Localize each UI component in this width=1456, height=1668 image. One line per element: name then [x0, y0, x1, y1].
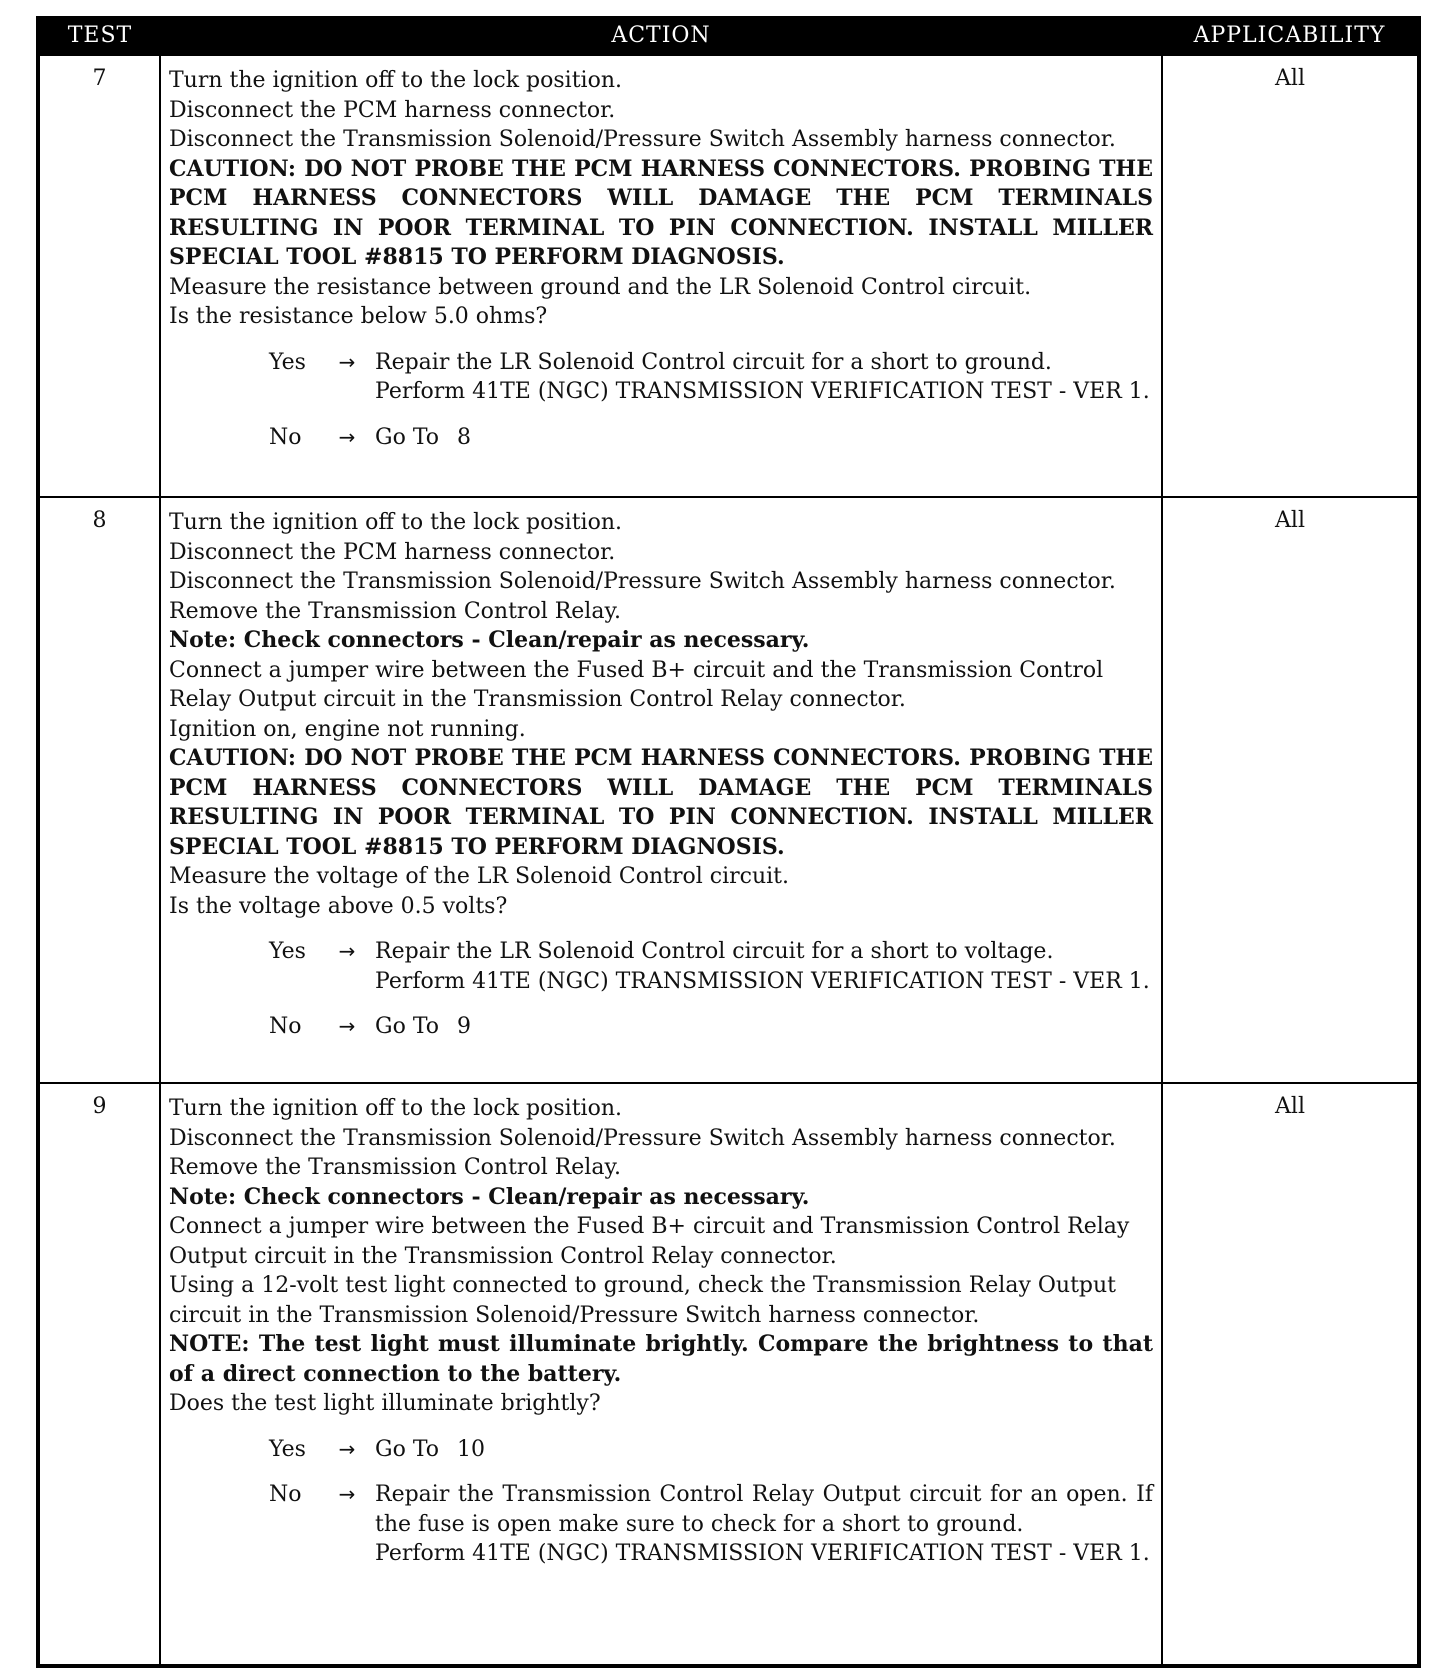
action-step: Turn the ignition off to the lock position.: [169, 510, 622, 535]
answer-label: No: [269, 1014, 302, 1039]
verification-text: Perform 41TE (NGC) TRANSMISSION VERIFICATION TEST - VER 1.: [375, 968, 1150, 994]
answer-text: Repair the LR Solenoid Control circuit for a short to ground.: [375, 349, 1052, 375]
answer-no: [269, 1012, 1153, 1042]
goto-text: Go To: [375, 1436, 440, 1462]
answers: [169, 1435, 1153, 1569]
action-step: Disconnect the PCM harness connector.: [169, 539, 616, 565]
answer-yes: [269, 1435, 1153, 1465]
action-step: Turn the ignition off to the lock position.: [169, 68, 622, 93]
answer-label: Yes: [269, 939, 306, 964]
answer-body: [375, 1012, 1153, 1042]
goto-text: Go To: [375, 1014, 440, 1039]
goto-number: 8: [457, 424, 472, 450]
action-step: Remove the Transmission Control Relay.: [169, 1155, 621, 1180]
note-text: Note: Check connectors - Clean/repair as necessary.: [169, 627, 810, 653]
table-row: [38, 497, 1419, 1083]
action-cell: [160, 497, 1162, 1083]
goto-number: 9: [457, 1014, 472, 1039]
action-step: Disconnect the Transmission Solenoid/Pressure Switch Assembly harness connector.: [169, 569, 1116, 594]
answer-body: [375, 1435, 1153, 1465]
table-row: [38, 1083, 1419, 1666]
answer-text: Repair the LR Solenoid Control circuit for a short to voltage.: [375, 939, 1054, 964]
action-step: Connect a jumper wire between the Fused B+ circuit and Transmission Control Relay Output circuit in the Transmission Control Relay connector.: [169, 1214, 1130, 1269]
answer-label: Yes: [269, 1436, 306, 1462]
arrow-right-icon: →: [338, 349, 356, 374]
note-text: Note: Check connectors - Clean/repair as necessary.: [169, 1183, 810, 1210]
question-text: Is the voltage above 0.5 volts?: [169, 893, 508, 919]
answer-label: No: [269, 1482, 302, 1507]
answer-no: [269, 1480, 1153, 1569]
answer-body: [375, 937, 1153, 996]
action-step: Disconnect the PCM harness connector.: [169, 97, 616, 123]
action-step: Ignition on, engine not running.: [169, 716, 526, 742]
action-step: Connect a jumper wire between the Fused B+ circuit and the Transmission Control Relay Output circuit in the Transmission Control Relay connector.: [169, 657, 1104, 712]
action-step: Remove the Transmission Control Relay.: [169, 598, 621, 624]
test-number: 7: [38, 55, 160, 497]
goto-text: Go To: [375, 424, 440, 450]
answer-yes: [269, 937, 1153, 996]
answer-text: Repair the Transmission Control Relay Output circuit for an open. If the fuse is open make sure to check for a short to ground.: [375, 1482, 1153, 1537]
applicability-value: All: [1162, 1083, 1419, 1666]
diagnostic-test-table: [36, 16, 1421, 1668]
arrow-right-icon: →: [338, 1014, 356, 1038]
answers: [169, 937, 1153, 1042]
table-header-row: [38, 16, 1419, 55]
action-step: Disconnect the Transmission Solenoid/Pressure Switch Assembly harness connector.: [169, 1125, 1116, 1151]
arrow-right-icon: →: [338, 1482, 356, 1506]
test-number: 8: [38, 497, 160, 1083]
answer-no: [269, 423, 1153, 453]
test-number: 9: [38, 1083, 160, 1666]
caution-text: CAUTION: DO NOT PROBE THE PCM HARNESS CONNECTORS. PROBING THE PCM HARNESS CONNECTORS WILL DAMAGE THE PCM TERMINALS RESULTING IN POOR TERMINAL TO PIN CONNECTION. INSTALL MILLER SPECIAL TOOL #8815 TO PERFORM DIAGNOSIS.: [169, 745, 1153, 860]
answer-yes: [269, 348, 1153, 407]
answers: [169, 348, 1153, 453]
applicability-value: All: [1162, 55, 1419, 497]
action-cell: [160, 55, 1162, 497]
header-action: ACTION: [160, 16, 1162, 55]
answer-body: [375, 1480, 1153, 1569]
verification-text: Perform 41TE (NGC) TRANSMISSION VERIFICATION TEST - VER 1.: [375, 1541, 1150, 1566]
answer-body: [375, 423, 1153, 453]
header-applicability: APPLICABILITY: [1162, 16, 1419, 55]
answer-body: [375, 348, 1153, 407]
caution-text: CAUTION: DO NOT PROBE THE PCM HARNESS CONNECTORS. PROBING THE PCM HARNESS CONNECTORS WILL DAMAGE THE PCM TERMINALS RESULTING IN POOR TERMINAL TO PIN CONNECTION. INSTALL MILLER SPECIAL TOOL #8815 TO PERFORM DIAGNOSIS.: [169, 155, 1153, 270]
answer-label: Yes: [269, 349, 306, 375]
action-cell: [160, 1083, 1162, 1666]
applicability-value: All: [1162, 497, 1419, 1083]
goto-number: 10: [457, 1436, 486, 1462]
arrow-right-icon: →: [338, 939, 356, 963]
arrow-right-icon: →: [338, 1436, 356, 1461]
header-test: TEST: [38, 16, 160, 55]
action-step: Disconnect the Transmission Solenoid/Pressure Switch Assembly harness connector.: [169, 127, 1116, 152]
action-step: Measure the resistance between ground and the LR Solenoid Control circuit.: [169, 274, 1032, 300]
action-step: Measure the voltage of the LR Solenoid Control circuit.: [169, 864, 790, 889]
arrow-right-icon: →: [338, 424, 356, 449]
question-text: Does the test light illuminate brightly?: [169, 1391, 601, 1416]
verification-text: Perform 41TE (NGC) TRANSMISSION VERIFICATION TEST - VER 1.: [375, 379, 1150, 404]
action-step: Using a 12-volt test light connected to ground, check the Transmission Relay Output circuit in the Transmission Solenoid/Pressure Switch harness connector.: [169, 1273, 1117, 1328]
question-text: Is the resistance below 5.0 ohms?: [169, 304, 548, 329]
table-row: [38, 55, 1419, 497]
note-text: NOTE: The test light must illuminate brightly. Compare the brightness to that of a direct connection to the battery.: [169, 1331, 1153, 1387]
action-step: Turn the ignition off to the lock position.: [169, 1096, 622, 1121]
answer-label: No: [269, 424, 302, 450]
